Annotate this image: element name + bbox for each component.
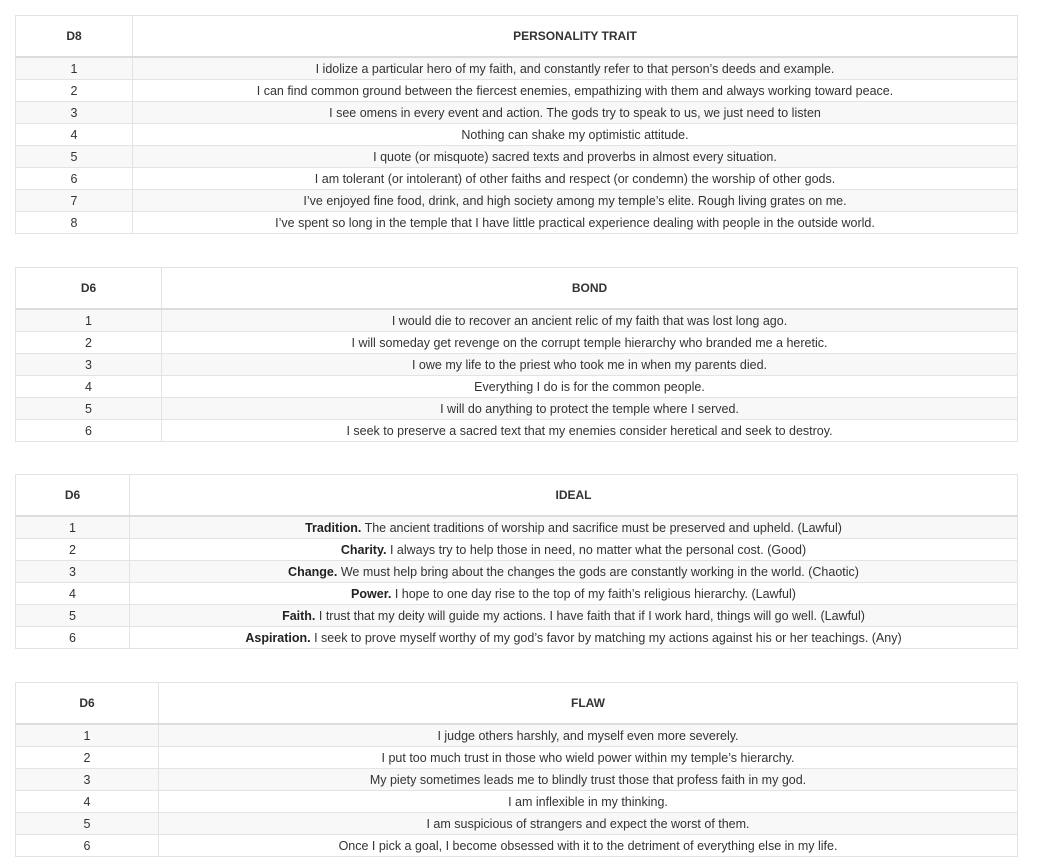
row-description: My piety sometimes leads me to blindly trust those that profess faith in my god. xyxy=(369,772,807,787)
table-row xyxy=(16,102,1018,124)
row-text xyxy=(159,724,1018,747)
column-header: FLAW xyxy=(159,683,1018,725)
row-description: I put too much trust in those who wield power within my temple’s hierarchy. xyxy=(381,750,795,765)
row-text xyxy=(130,516,1018,539)
bond-table xyxy=(15,267,1018,442)
die-header: D6 xyxy=(16,475,130,517)
row-text xyxy=(130,605,1018,627)
row-text xyxy=(133,190,1018,212)
roll-number: 2 xyxy=(16,332,162,354)
roll-number: 6 xyxy=(16,835,159,857)
roll-number: 4 xyxy=(16,124,133,146)
row-text xyxy=(162,420,1018,442)
table-row xyxy=(16,539,1018,561)
row-description: I judge others harshly, and myself even more severely. xyxy=(437,728,739,743)
row-description: The ancient traditions of worship and sacrifice must be preserved and upheld. (Lawful) xyxy=(361,520,842,535)
roll-number: 4 xyxy=(16,583,130,605)
row-text xyxy=(130,539,1018,561)
row-description: I owe my life to the priest who took me in when my parents died. xyxy=(411,357,768,372)
roll-number: 3 xyxy=(16,354,162,376)
row-text xyxy=(130,627,1018,649)
roll-number: 2 xyxy=(16,80,133,102)
roll-number: 6 xyxy=(16,420,162,442)
column-header: PERSONALITY TRAIT xyxy=(133,16,1018,58)
row-lead: Tradition. xyxy=(305,520,362,535)
table-row xyxy=(16,190,1018,212)
table-row xyxy=(16,769,1018,791)
row-text xyxy=(159,835,1018,857)
row-description: I am suspicious of strangers and expect the worst of them. xyxy=(426,816,750,831)
die-header: D8 xyxy=(16,16,133,58)
roll-number: 6 xyxy=(16,627,130,649)
table-row xyxy=(16,516,1018,539)
roll-number: 5 xyxy=(16,813,159,835)
personality-trait-table xyxy=(15,15,1018,234)
roll-number: 4 xyxy=(16,791,159,813)
roll-number: 3 xyxy=(16,102,133,124)
roll-number: 7 xyxy=(16,190,133,212)
table-row xyxy=(16,724,1018,747)
table-row xyxy=(16,124,1018,146)
roll-number: 3 xyxy=(16,561,130,583)
roll-number: 2 xyxy=(16,539,130,561)
table-row xyxy=(16,813,1018,835)
flaw-table xyxy=(15,682,1018,857)
row-lead: Faith. xyxy=(282,608,316,623)
row-description: I would die to recover an ancient relic of my faith that was lost long ago. xyxy=(391,313,788,328)
row-description: Once I pick a goal, I become obsessed with it to the detriment of everything else in my life. xyxy=(338,838,838,853)
row-description: I’ve spent so long in the temple that I have little practical experience dealing with people in the outside world. xyxy=(275,215,875,230)
row-description: I idolize a particular hero of my faith, and constantly refer to that person’s deeds and example. xyxy=(315,61,835,76)
ideal-table xyxy=(15,474,1018,649)
row-lead: Power. xyxy=(351,586,392,601)
row-text xyxy=(133,57,1018,80)
row-text xyxy=(159,747,1018,769)
row-description: I see omens in every event and action. The gods try to speak to us, we just need to listen xyxy=(329,105,821,120)
roll-number: 4 xyxy=(16,376,162,398)
row-text xyxy=(133,102,1018,124)
table-row xyxy=(16,398,1018,420)
row-description: Nothing can shake my optimistic attitude. xyxy=(461,127,689,142)
table-row xyxy=(16,791,1018,813)
table-row xyxy=(16,561,1018,583)
roll-number: 1 xyxy=(16,309,162,332)
roll-number: 1 xyxy=(16,724,159,747)
row-description: I will someday get revenge on the corrupt temple hierarchy who branded me a heretic. xyxy=(351,335,828,350)
table-row xyxy=(16,420,1018,442)
row-text xyxy=(130,583,1018,605)
row-text xyxy=(133,124,1018,146)
table-row xyxy=(16,605,1018,627)
table-row xyxy=(16,309,1018,332)
row-text xyxy=(133,168,1018,190)
row-description: I seek to preserve a sacred text that my enemies consider heretical and seek to destroy. xyxy=(346,423,833,438)
row-description: I am inflexible in my thinking. xyxy=(508,794,668,809)
roll-number: 6 xyxy=(16,168,133,190)
roll-number: 5 xyxy=(16,398,162,420)
table-row xyxy=(16,57,1018,80)
table-row xyxy=(16,212,1018,234)
row-text xyxy=(159,813,1018,835)
table-row xyxy=(16,627,1018,649)
row-description: I seek to prove myself worthy of my god’s favor by matching my actions against his or her teachings. (Any) xyxy=(310,630,902,645)
table-row xyxy=(16,376,1018,398)
row-text xyxy=(133,80,1018,102)
die-header: D6 xyxy=(16,268,162,310)
row-text xyxy=(130,561,1018,583)
row-description: I can find common ground between the fiercest enemies, empathizing with them and always working toward peace. xyxy=(256,83,894,98)
table-row xyxy=(16,835,1018,857)
row-description: I’ve enjoyed fine food, drink, and high society among my temple’s elite. Rough living grates on me. xyxy=(303,193,847,208)
row-text xyxy=(162,398,1018,420)
row-text xyxy=(159,769,1018,791)
table-row xyxy=(16,354,1018,376)
row-description: I will do anything to protect the temple where I served. xyxy=(440,401,739,416)
row-description: I trust that my deity will guide my actions. I have faith that if I work hard, things will go well. (Lawful) xyxy=(315,608,865,623)
column-header: BOND xyxy=(162,268,1018,310)
table-row xyxy=(16,747,1018,769)
column-header: IDEAL xyxy=(130,475,1018,517)
table-row xyxy=(16,80,1018,102)
row-text xyxy=(162,376,1018,398)
row-text xyxy=(133,146,1018,168)
row-description: We must help bring about the changes the gods are constantly working in the world. (Chaotic) xyxy=(337,564,859,579)
table-header-row xyxy=(16,683,1018,725)
row-description: I quote (or misquote) sacred texts and proverbs in almost every situation. xyxy=(373,149,777,164)
roll-number: 5 xyxy=(16,605,130,627)
row-description: I hope to one day rise to the top of my faith’s religious hierarchy. (Lawful) xyxy=(391,586,796,601)
row-text xyxy=(162,354,1018,376)
table-row xyxy=(16,146,1018,168)
row-text xyxy=(159,791,1018,813)
table-header-row xyxy=(16,475,1018,517)
table-row xyxy=(16,583,1018,605)
roll-number: 2 xyxy=(16,747,159,769)
roll-number: 3 xyxy=(16,769,159,791)
roll-number: 5 xyxy=(16,146,133,168)
table-row xyxy=(16,332,1018,354)
row-description: I always try to help those in need, no matter what the personal cost. (Good) xyxy=(386,542,807,557)
row-description: Everything I do is for the common people. xyxy=(474,379,705,394)
table-row xyxy=(16,168,1018,190)
row-description: I am tolerant (or intolerant) of other faiths and respect (or condemn) the worship of other gods. xyxy=(314,171,836,186)
row-text xyxy=(162,332,1018,354)
die-header: D6 xyxy=(16,683,159,725)
table-header-row xyxy=(16,268,1018,310)
row-text xyxy=(162,309,1018,332)
row-text xyxy=(133,212,1018,234)
row-lead: Change. xyxy=(288,564,338,579)
table-header-row xyxy=(16,16,1018,58)
row-lead: Aspiration. xyxy=(245,630,311,645)
roll-number: 1 xyxy=(16,57,133,80)
row-lead: Charity. xyxy=(340,542,387,557)
roll-number: 1 xyxy=(16,516,130,539)
roll-number: 8 xyxy=(16,212,133,234)
